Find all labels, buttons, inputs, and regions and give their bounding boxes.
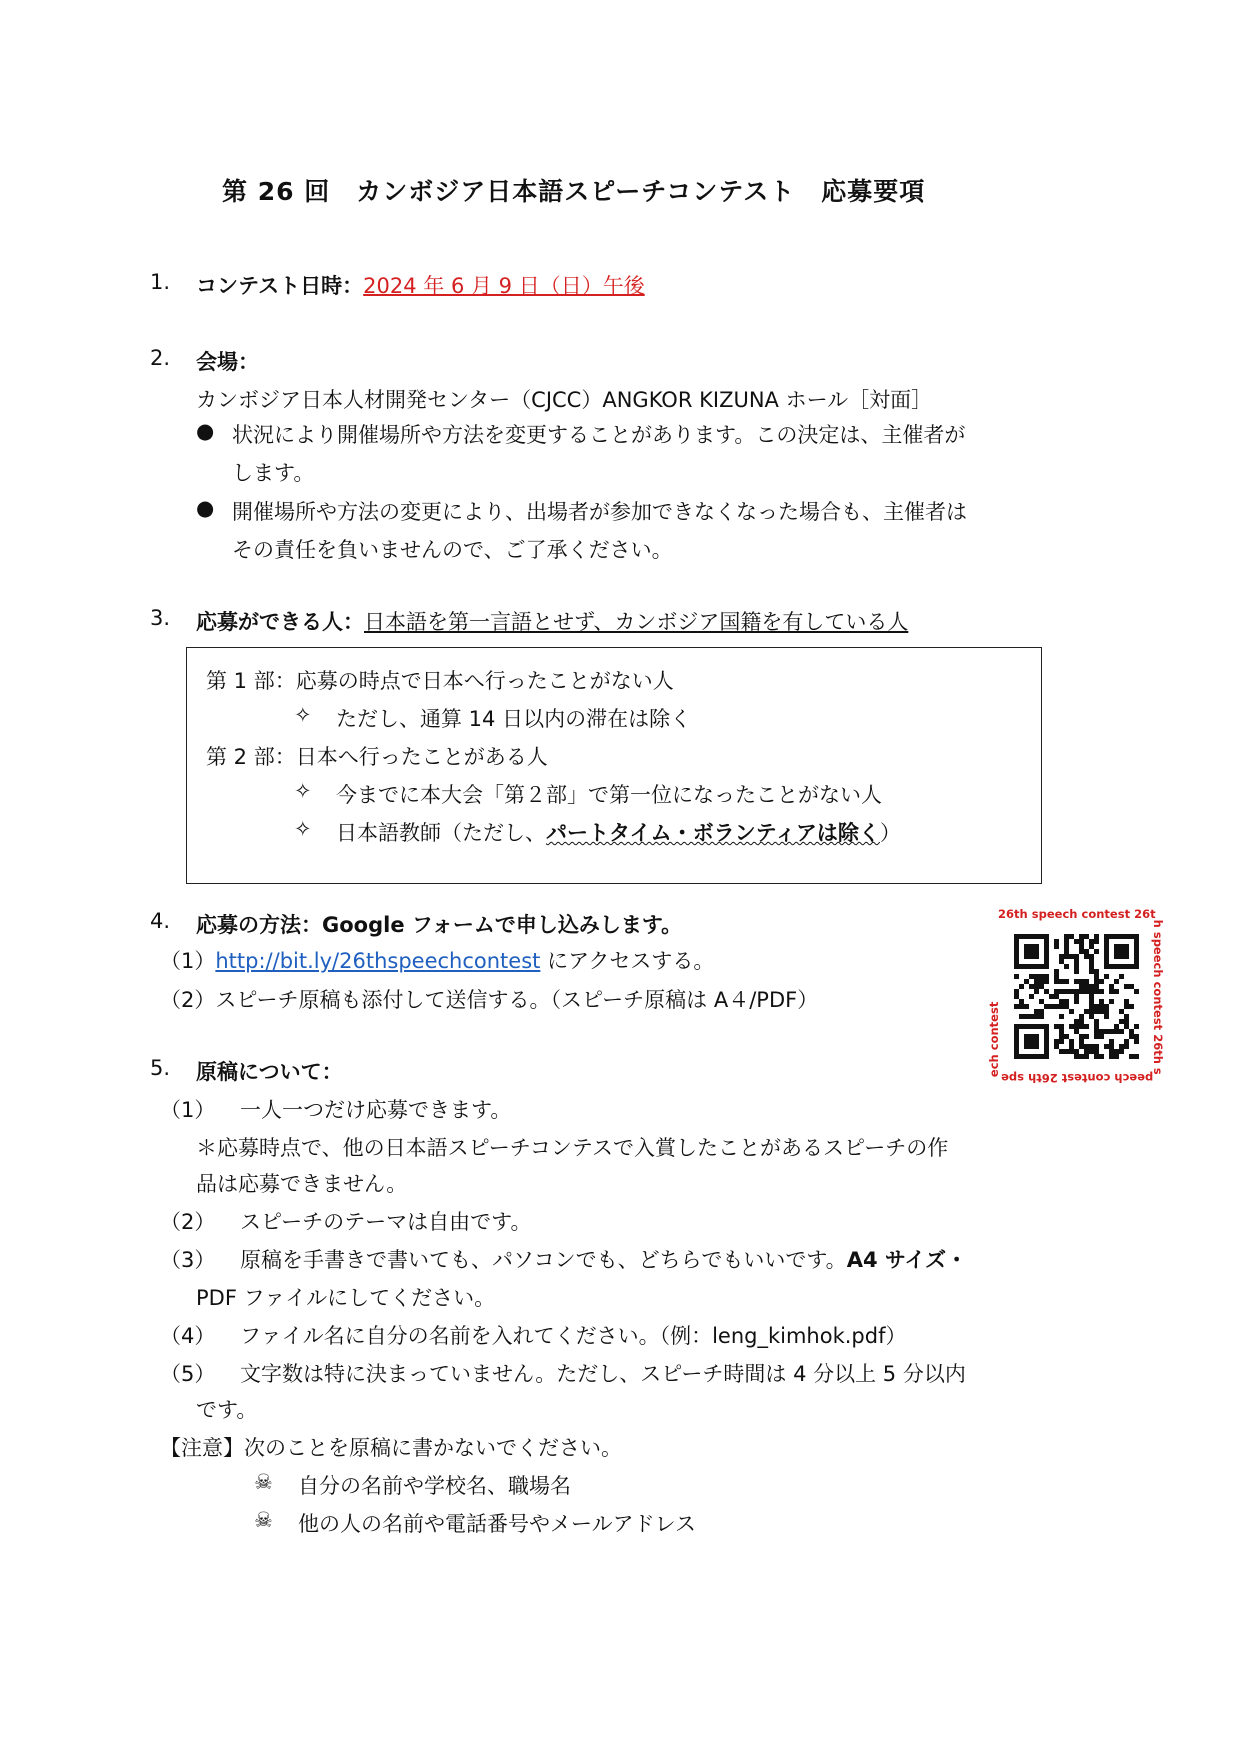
division-1: 第 1 部：応募の時点で日本へ行ったことがない人 — [206, 669, 674, 693]
caution-item-2: 他の人の名前や電話番号やメールアドレス — [298, 1512, 696, 1536]
section-4-number: 4. — [150, 909, 171, 933]
caution-label: 【注意】次のことを原稿に書かないでください。 — [160, 1436, 622, 1460]
section-2-number: 2. — [150, 346, 171, 370]
rule-1-number: （1） — [160, 1098, 216, 1122]
rule-1-note-line-2: 品は応募できません。 — [196, 1172, 408, 1196]
section-3-number: 3. — [150, 606, 171, 630]
step-text: にアクセスする。 — [540, 949, 715, 973]
eligibility-label: 応募ができる人： — [196, 610, 364, 634]
application-step-2: （2）スピーチ原稿も添付して送信する。（スピーチ原稿は A４/PDF） — [160, 988, 819, 1012]
skull-icon: ☠ — [254, 1508, 273, 1532]
contest-date-label: コンテスト日時： — [196, 274, 364, 298]
venue-text: カンボジア日本人材開発センター（CJCC）ANGKOR KIZUNA ホール［対面］ — [196, 388, 933, 412]
manuscript-label: 原稿について： — [196, 1060, 343, 1084]
rule-5-text: 文字数は特に決まっていません。ただし、スピーチ時間は 4 分以上 5 分以内 — [240, 1362, 966, 1386]
section-1-number: 1. — [150, 270, 171, 294]
rule-3-line-2: PDF ファイルにしてください。 — [196, 1286, 496, 1310]
qr-code — [984, 904, 1168, 1088]
venue-note-2-line-1: 開催場所や方法の変更により、出場者が参加できなくなった場合も、主催者は — [232, 500, 967, 524]
rule-1-text: 一人一つだけ応募できます。 — [240, 1098, 512, 1122]
rule-3-text-b: A4 サイズ・ — [846, 1248, 968, 1272]
caution-item-1: 自分の名前や学校名、職場名 — [298, 1474, 571, 1498]
section-5-number: 5. — [150, 1056, 171, 1080]
section-3-line — [196, 606, 908, 636]
application-step-1 — [160, 945, 714, 975]
venue-note-2-line-2: その責任を負いませんので、ご了承ください。 — [232, 538, 673, 562]
rule-2-number: （2） — [160, 1210, 216, 1234]
bullet-icon: ● — [196, 496, 215, 520]
skull-icon: ☠ — [254, 1470, 273, 1494]
qr-ring-text: 26th speech contest 26th speech contest 26th speech contest 26th speech contest — [987, 907, 1165, 1085]
venue-label: 会場： — [196, 350, 259, 374]
venue-note-1-line-2: します。 — [232, 461, 315, 485]
teacher-close: ） — [879, 821, 901, 845]
rule-5-number: （5） — [160, 1362, 216, 1386]
rule-4-text: ファイル名に自分の名前を入れてください。（例：leng_kimhok.pdf） — [240, 1324, 907, 1348]
rule-3-text-a: 原稿を手書きで書いても、パソコンでも、どちらでもいいです。 — [240, 1248, 847, 1272]
qr-modules — [1014, 934, 1139, 1059]
eligibility-value: 日本語を第一言語とせず、カンボジア国籍を有している人 — [364, 610, 909, 634]
venue-note-1-line-1: 状況により開催場所や方法を変更することがあります。この決定は、主催者が — [232, 423, 966, 447]
application-method: 応募の方法：Google フォームで申し込みします。 — [196, 913, 683, 937]
division-2: 第 2 部：日本へ行ったことがある人 — [206, 745, 548, 769]
rule-5-line-2: です。 — [196, 1398, 258, 1422]
diamond-icon: ✧ — [294, 779, 312, 803]
diamond-icon: ✧ — [294, 817, 312, 841]
rule-3-number: （3） — [160, 1248, 216, 1272]
rule-1-note-line-1: ＊応募時点で、他の日本語スピーチコンテスで入賞したことがあるスピーチの作 — [196, 1136, 949, 1160]
bullet-icon: ● — [196, 419, 215, 443]
qr-code-graphic — [984, 904, 1168, 1088]
diamond-icon: ✧ — [294, 703, 312, 727]
division-2-condition-1: 今までに本大会「第２部」で第一位になったことがない人 — [336, 783, 882, 807]
step-number: （1） — [160, 949, 216, 973]
application-link[interactable]: http://bit.ly/26thspeechcontest — [215, 949, 541, 973]
teacher-text: 日本語教師（ただし、 — [336, 821, 546, 845]
contest-date-value: 2024 年 6 月 9 日（日）午後 — [363, 274, 645, 298]
rule-3-text — [240, 1244, 967, 1274]
rule-2-text: スピーチのテーマは自由です。 — [240, 1210, 532, 1234]
section-1-line — [196, 270, 645, 300]
teacher-exclusion: パートタイム・ボランティアは除く — [546, 821, 880, 845]
rule-4-number: （4） — [160, 1324, 216, 1348]
division-1-condition: ただし、通算 14 日以内の滞在は除く — [336, 707, 692, 731]
division-2-condition-2 — [336, 817, 901, 847]
page-title: 第 26 回 カンボジア日本語スピーチコンテスト 応募要項 — [222, 177, 926, 206]
